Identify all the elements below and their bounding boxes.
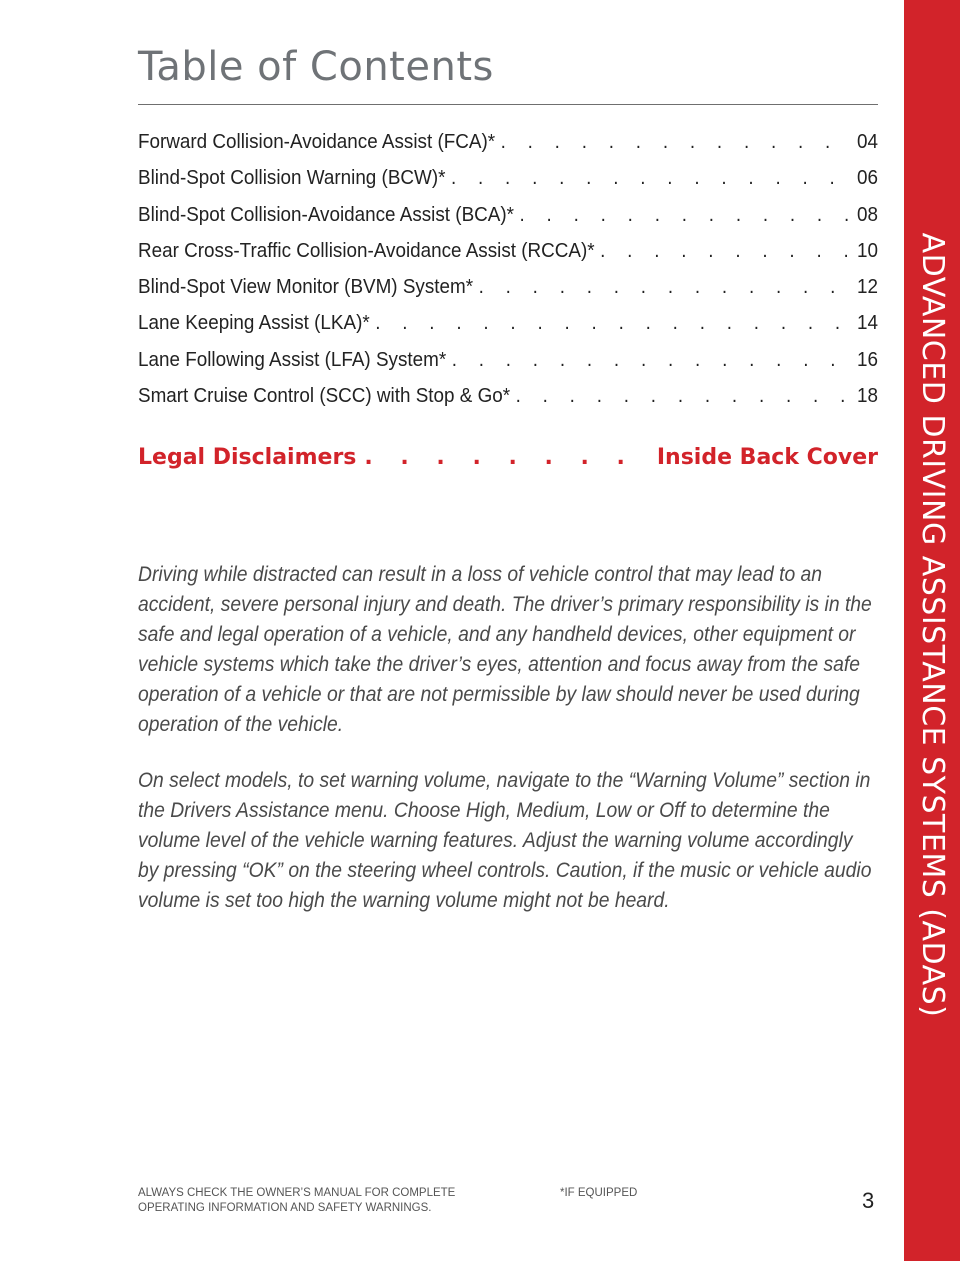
legal-page: Inside Back Cover	[656, 445, 878, 470]
toc-entry-bca[interactable]	[138, 197, 878, 233]
table-of-contents	[138, 124, 878, 414]
toc-entry-rcca[interactable]	[138, 233, 878, 269]
toc-entry-page: 04	[857, 130, 879, 153]
toc-entry-bvm[interactable]	[138, 269, 878, 305]
toc-entry-page: 10	[857, 238, 879, 262]
toc-entry-page: 12	[857, 275, 879, 299]
toc-entry-title: Forward Collision-Avoidance Assist (FCA)*	[138, 130, 496, 153]
toc-entry-page: 18	[857, 384, 879, 408]
toc-entry-bcw[interactable]	[138, 160, 878, 196]
toc-entry-scc[interactable]	[138, 378, 878, 414]
toc-entry-title: Lane Following Assist (LFA) System*	[138, 347, 447, 371]
dot-leader	[516, 378, 852, 414]
title-divider	[138, 104, 878, 105]
footer-owners-manual-note: ALWAYS CHECK THE OWNER’S MANUAL FOR COMPLETE OPERATING INFORMATION AND SAFETY WARNINGS.	[138, 1187, 456, 1214]
dot-leader	[452, 342, 852, 378]
dot-leader	[375, 305, 851, 341]
dot-leader	[364, 438, 648, 478]
legal-title: Legal Disclaimers	[138, 445, 357, 470]
toc-entry-page: 08	[857, 202, 879, 226]
dot-leader	[479, 269, 852, 305]
page-title: Table of Contents	[138, 44, 494, 90]
dot-leader	[501, 124, 852, 160]
toc-entry-legal-disclaimers[interactable]	[138, 438, 878, 478]
toc-entry-title: Smart Cruise Control (SCC) with Stop & Go*	[138, 384, 511, 408]
section-side-label: ADVANCED DRIVING ASSISTANCE SYSTEMS (ADAS)	[915, 232, 950, 1018]
toc-entry-title: Rear Cross-Traffic Collision-Avoidance Assist (RCCA)*	[138, 238, 595, 262]
page-number: 3	[862, 1188, 875, 1213]
toc-entry-lfa[interactable]	[138, 342, 878, 378]
toc-entry-title: Blind-Spot View Monitor (BVM) System*	[138, 275, 474, 299]
dot-leader	[519, 197, 851, 233]
toc-entry-page: 14	[857, 311, 879, 335]
toc-entry-page: 06	[857, 166, 879, 190]
toc-entry-page: 16	[857, 347, 879, 371]
dot-leader	[451, 160, 852, 196]
footer-if-equipped: *IF EQUIPPED	[560, 1187, 638, 1199]
toc-entry-lka[interactable]	[138, 305, 878, 341]
warning-volume-paragraph: On select models, to set warning volume, navigate to the “Warning Volume” section in the Drivers Assistance menu. Choose High, Medium, Low or Off to determine the volume level of the vehicle warning features. Adjust the warning volume accordingly by pressing “OK” on the steering wheel controls. Caution, if the music or vehicle audio volume is set too high the warning volume might not be heard.	[138, 769, 872, 912]
toc-entry-title: Lane Keeping Assist (LKA)*	[138, 311, 370, 335]
toc-entry-fca[interactable]	[138, 124, 878, 160]
distraction-warning-paragraph: Driving while distracted can result in a loss of vehicle control that may lead to an accident, severe personal injury and death. The driver’s primary responsibility is in the safe and legal operation of a vehicle, and any handheld devices, other equipment or vehicle systems which take the driver’s eyes, attention and focus away from the safe operation of a vehicle or that are not permissible by law should never be used during operation of the vehicle.	[138, 563, 872, 736]
dot-leader	[600, 233, 851, 269]
toc-entry-title: Blind-Spot Collision-Avoidance Assist (BCA)*	[138, 202, 514, 226]
toc-entry-title: Blind-Spot Collision Warning (BCW)*	[138, 166, 446, 190]
